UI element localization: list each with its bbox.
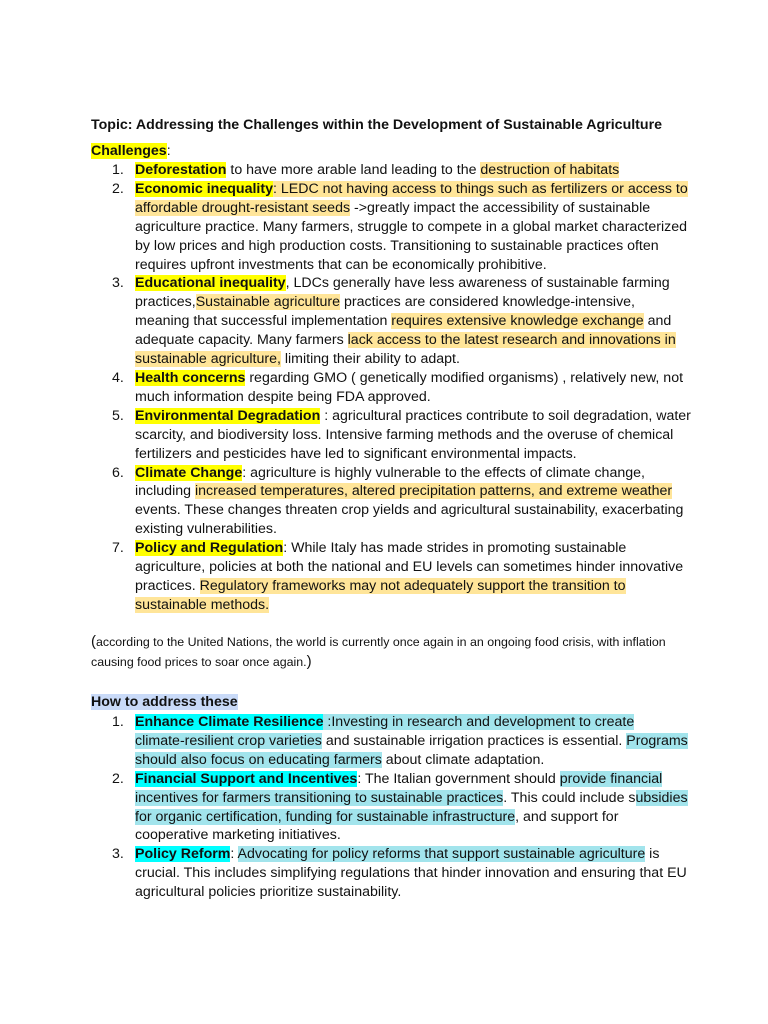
challenges-colon: : <box>166 143 171 159</box>
text-line <box>135 520 691 539</box>
text-line <box>135 558 691 577</box>
list-number: 3. <box>112 275 124 292</box>
how-to-address-label: How to address these <box>91 694 238 710</box>
text-line <box>135 274 691 293</box>
text-run: : agriculture is highly vulnerable to the effects of climate change, <box>242 464 645 481</box>
text-run: crucial. This includes simplifying regulations that hinder innovation and ensuring that EU <box>135 865 687 882</box>
challenge-item <box>91 407 691 464</box>
item-heading: Deforestation <box>135 162 227 178</box>
text-run: , and support for <box>515 808 619 825</box>
text-run: fertilizers and pesticides have led to significant environmental impacts. <box>135 445 577 462</box>
highlighted-text: should also focus on educating farmers <box>135 751 382 768</box>
highlighted-text: Regulatory frameworks may not adequately support the transition to <box>199 577 626 594</box>
solutions-list <box>91 713 691 902</box>
text-line <box>135 826 691 845</box>
text-run: : <box>230 846 238 863</box>
text-line <box>135 426 691 445</box>
text-run: about climate adaptation. <box>381 751 545 768</box>
item-heading: Economic inequality <box>135 180 273 197</box>
text-line <box>135 199 691 218</box>
text-run: cooperative marketing initiatives. <box>135 827 341 844</box>
highlighted-text: increased temperatures, altered precipitation patterns, and extreme weather <box>194 483 673 500</box>
text-run: requires upfront investments that can be economically prohibitive. <box>135 256 547 273</box>
item-heading: Policy and Regulation <box>135 540 284 557</box>
text-line <box>135 845 691 864</box>
list-number: 5. <box>112 407 124 424</box>
highlighted-text: provide financial <box>559 770 663 787</box>
un-note <box>91 632 691 672</box>
text-run: and sustainable irrigation practices is essential. <box>321 732 627 749</box>
item-heading: Policy Reform <box>135 846 231 863</box>
highlighted-text: for organic certification, funding for sustainable infrastructure <box>135 808 516 825</box>
text-line <box>135 218 691 237</box>
highlighted-text: sustainable methods. <box>135 596 270 613</box>
challenge-item <box>91 274 691 369</box>
highlighted-text: sustainable agriculture, <box>135 351 281 368</box>
item-heading: Financial Support and Incentives <box>135 770 358 787</box>
list-number: 6. <box>112 464 124 481</box>
challenge-item <box>91 180 691 275</box>
text-line <box>135 407 691 426</box>
text-run: scarcity, and biodiversity loss. Intensive farming methods and the overuse of chemical <box>135 426 674 443</box>
highlighted-text: climate-resilient crop varieties <box>135 732 322 749</box>
text-run: adequate capacity. Many farmers <box>135 332 348 349</box>
text-line <box>135 464 691 483</box>
text-line <box>135 161 691 180</box>
text-line <box>135 350 691 369</box>
text-line <box>135 256 691 275</box>
text-line <box>135 713 691 732</box>
text-line <box>135 312 691 331</box>
text-run: agriculture, policies at both the national and EU levels can sometimes hinder innovative <box>135 559 684 576</box>
item-heading: Enhance Climate Resilience <box>135 714 324 730</box>
text-run: meaning that successful implementation <box>135 313 392 330</box>
text-run: : While Italy has made strides in promoting sustainable <box>283 540 627 557</box>
list-number: 1. <box>112 162 124 178</box>
text-line <box>135 577 691 596</box>
text-run: by low prices and high production costs. Transitioning to sustainable practices often <box>135 237 659 254</box>
text-run: agricultural policies prioritize sustainability. <box>135 884 402 901</box>
text-run: practices are considered knowledge-intensive, <box>340 294 635 311</box>
text-line <box>135 482 691 501</box>
text-run: practices, <box>135 294 196 311</box>
highlighted-text: : <box>323 714 332 730</box>
text-run: practices. <box>135 577 200 594</box>
challenge-item <box>91 539 691 615</box>
highlighted-text: requires extensive knowledge exchange <box>391 313 644 330</box>
highlighted-text: affordable drought-resistant seeds <box>135 199 351 216</box>
list-number: 3. <box>112 846 124 863</box>
text-line <box>135 180 691 199</box>
highlighted-text: Sustainable agriculture <box>195 294 341 311</box>
highlighted-text: LEDC not having access to things such as fertilizers or access to <box>280 180 688 197</box>
item-heading: Health concerns <box>135 369 246 386</box>
text-run: existing vulnerabilities. <box>135 521 277 538</box>
text-run: is <box>645 846 660 863</box>
challenge-item <box>91 161 691 180</box>
highlighted-text: destruction of habitats <box>480 162 620 178</box>
text-line <box>135 539 691 558</box>
text-line <box>135 864 691 883</box>
highlighted-text: Advocating for policy reforms that support sustainable agriculture <box>237 846 646 863</box>
text-run: : The Italian government should <box>357 770 560 787</box>
text-run: to have more arable land leading to the <box>226 162 481 178</box>
highlighted-text: lack access to the latest research and innovations in <box>347 332 676 349</box>
how-to-address-heading <box>91 693 691 712</box>
highlighted-text: Investing in research and development to create <box>331 714 635 730</box>
note-open-paren: ( <box>91 633 96 650</box>
text-run: including <box>135 483 195 500</box>
highlighted-text: incentives for farmers transitioning to sustainable practices <box>135 789 504 806</box>
text-line <box>135 445 691 464</box>
item-heading: Environmental Degradation <box>135 407 321 424</box>
text-line <box>135 789 691 808</box>
text-line <box>135 501 691 520</box>
highlighted-text: ubsidies <box>635 789 688 806</box>
list-number: 1. <box>112 714 124 730</box>
text-run: agriculture practice. Many farmers, struggle to compete in a global market characterized <box>135 218 687 235</box>
text-line <box>135 293 691 312</box>
document-title: Topic: Addressing the Challenges within the Development of Sustainable Agriculture <box>91 117 662 133</box>
item-heading: Educational inequality <box>135 275 286 292</box>
text-run: regarding GMO ( genetically modified organisms) , relatively new, not <box>245 369 684 386</box>
note-text: according to the United Nations, the world is currently once again in an ongoing food crisis, with inflation causing food prices to soar once again. <box>91 635 666 669</box>
solution-item <box>91 713 691 770</box>
text-line <box>135 883 691 902</box>
text-line <box>135 596 691 615</box>
list-number: 4. <box>112 369 124 386</box>
solution-item <box>91 845 691 902</box>
text-line <box>135 237 691 256</box>
list-number: 7. <box>112 540 124 557</box>
text-line <box>135 388 691 407</box>
list-number: 2. <box>112 770 124 787</box>
text-line <box>135 808 691 827</box>
text-line <box>135 751 691 770</box>
text-line <box>135 369 691 388</box>
text-line <box>135 331 691 350</box>
text-run: : agricultural practices contribute to soil degradation, water <box>320 407 691 424</box>
item-heading: Climate Change <box>135 464 243 481</box>
text-run: events. These changes threaten crop yields and agricultural sustainability, exacerbating <box>135 502 684 519</box>
challenge-item <box>91 464 691 540</box>
challenges-list <box>91 161 691 615</box>
text-line <box>135 770 691 789</box>
note-close-paren: ) <box>306 653 312 670</box>
highlighted-text: : <box>272 180 281 197</box>
highlighted-text: Programs <box>626 732 688 749</box>
text-run: limiting their ability to adapt. <box>280 351 460 368</box>
text-line <box>135 732 691 751</box>
text-run: ->greatly impact the accessibility of sustainable <box>350 199 651 216</box>
challenges-heading <box>91 142 691 161</box>
text-run: much information despite being FDA approved. <box>135 388 431 405</box>
challenges-label: Challenges <box>91 143 167 159</box>
text-run: , LDCs generally have less awareness of sustainable farming <box>285 275 670 292</box>
text-run: . This could include s <box>503 789 636 806</box>
challenge-item <box>91 369 691 407</box>
text-run: and <box>643 313 672 330</box>
solution-item <box>91 770 691 846</box>
list-number: 2. <box>112 180 124 197</box>
